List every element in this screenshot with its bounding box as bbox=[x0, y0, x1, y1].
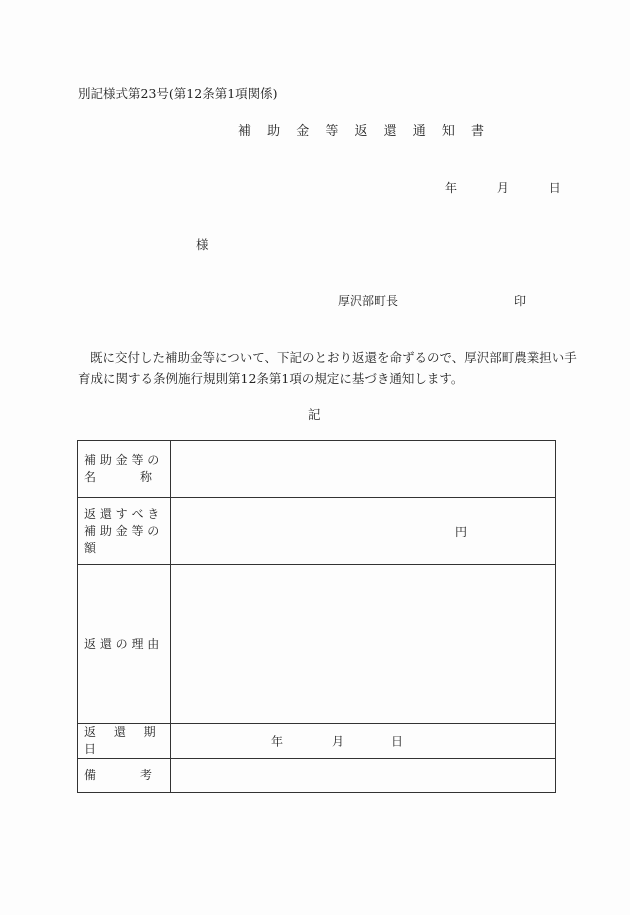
date-day: 日 bbox=[548, 181, 561, 195]
remarks-label-text bbox=[84, 767, 152, 784]
due-date-label: 返 還 期 日 bbox=[78, 724, 171, 759]
issuer-name: 厚沢部町長 bbox=[338, 294, 399, 308]
return-amount-label-line-3: 額 bbox=[84, 540, 97, 555]
return-reason-field[interactable] bbox=[171, 565, 556, 724]
due-year: 年 bbox=[271, 734, 284, 749]
subsidy-name-field[interactable] bbox=[171, 441, 556, 498]
table-row-due-date bbox=[78, 724, 556, 759]
return-details-table bbox=[77, 440, 556, 793]
document-title: 補 助 金 等 返 還 通 知 書 bbox=[238, 124, 491, 139]
subsidy-name-label-line-1: 補 助 金 等 の bbox=[84, 453, 160, 467]
notice-body-line-1: 既に交付した補助金等について、下記のとおり返還を命ずるので、厚沢部町農業担い手 bbox=[90, 350, 577, 365]
subsidy-name-label-left: 名 bbox=[84, 470, 97, 484]
remarks-field[interactable] bbox=[171, 759, 556, 793]
subsidy-name-label-right: 称 bbox=[139, 470, 152, 484]
due-month: 月 bbox=[332, 734, 345, 749]
table-row-return-reason bbox=[78, 565, 556, 724]
return-amount-label bbox=[78, 498, 171, 565]
return-reason-label: 返 還 の 理 由 bbox=[78, 565, 171, 724]
notice-body-line-2: 育成に関する条例施行規則第12条第1項の規定に基づき通知します。 bbox=[78, 371, 464, 386]
seal-mark: 印 bbox=[514, 294, 527, 308]
return-amount-label-line-1: 返 還 す べ き bbox=[84, 506, 160, 521]
notice-body bbox=[78, 347, 577, 389]
table-row-remarks bbox=[78, 759, 556, 793]
subsidy-name-label bbox=[78, 441, 171, 498]
due-date-field[interactable] bbox=[171, 724, 556, 759]
table-row-return-amount bbox=[78, 498, 556, 565]
date-month: 月 bbox=[496, 181, 509, 195]
note-heading: 記 bbox=[308, 407, 321, 422]
table-row-subsidy-name bbox=[78, 441, 556, 498]
remarks-label bbox=[78, 759, 171, 793]
remarks-label-right: 考 bbox=[139, 768, 152, 782]
addressee-honorific: 様 bbox=[196, 237, 209, 252]
remarks-label-left: 備 bbox=[84, 768, 97, 782]
return-amount-field[interactable] bbox=[171, 498, 556, 565]
return-amount-label-line-2: 補 助 金 等 の bbox=[84, 523, 160, 538]
date-year: 年 bbox=[445, 181, 458, 195]
yen-unit: 円 bbox=[454, 524, 467, 539]
due-day: 日 bbox=[391, 734, 404, 749]
issue-date bbox=[445, 179, 579, 196]
subsidy-name-label-line-2 bbox=[84, 469, 152, 486]
form-number: 別記様式第23号(第12条第1項関係) bbox=[78, 86, 278, 101]
